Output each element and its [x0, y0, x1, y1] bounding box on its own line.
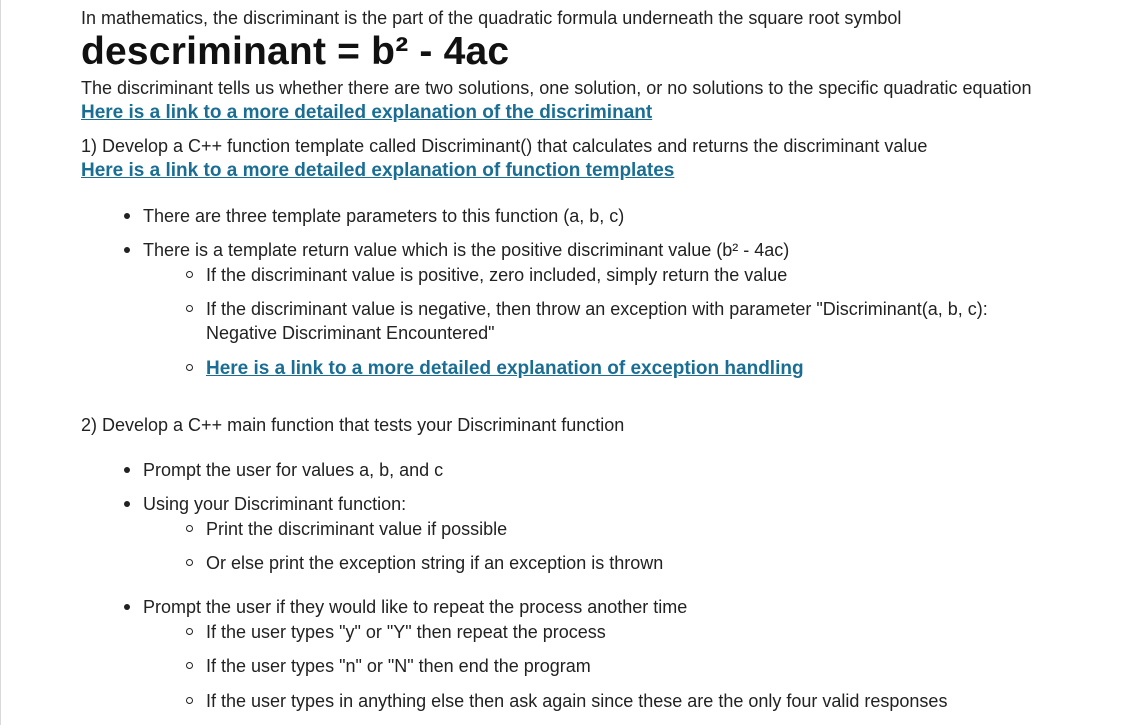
templates-link-row: [81, 159, 1131, 182]
sub-bullet-text: Or else print the exception string if an exception is thrown: [206, 553, 664, 573]
list-item: [81, 458, 1131, 482]
list-item: [81, 238, 1131, 262]
using-sub-list: [81, 551, 1131, 575]
bullet-text: Prompt the user if they would like to repeat the process another time: [143, 597, 688, 617]
list-item: [81, 492, 1131, 516]
step1-sub-list: [81, 297, 1041, 345]
bullet-text: Using your Discriminant function:: [143, 494, 407, 514]
step1-bullet-list: [81, 204, 1131, 228]
discriminant-meaning-text: The discriminant tells us whether there are two solutions, one solution, or no solutions to the specific quadratic equation: [81, 78, 1032, 98]
repeat-sub-list: [81, 654, 1131, 678]
sub-bullet-text: If the discriminant value is positive, zero included, simply return the value: [206, 265, 788, 285]
list-item: [81, 263, 1131, 287]
function-templates-link[interactable]: Here is a link to a more detailed explanation of function templates: [81, 160, 675, 181]
left-border: [0, 0, 1, 725]
step2-heading: 2) Develop a C++ main function that tests your Discriminant function: [81, 415, 625, 435]
list-item: [81, 551, 1131, 575]
sub-bullet-text: If the discriminant value is negative, then throw an exception with parameter "Discriminant(a, b, c): Negative Discriminant Encountered": [206, 299, 988, 343]
list-item: [81, 356, 1131, 381]
list-item: [81, 204, 1131, 228]
exception-handling-link[interactable]: Here is a link to a more detailed explanation of exception handling: [206, 358, 804, 379]
list-item: [81, 689, 1131, 713]
step2-bullet-list: [81, 492, 1131, 516]
sub-bullet-text: If the user types "n" or "N" then end the program: [206, 656, 591, 676]
repeat-sub-list: [81, 689, 1131, 713]
list-item: [81, 297, 1041, 345]
step1-return-bullet: [81, 238, 1131, 262]
formula-heading: descriminant = b² - 4ac: [81, 30, 510, 73]
step1-heading: 1) Develop a C++ function template called Discriminant() that calculates and returns the discriminant value: [81, 136, 928, 156]
step2-bullet-list: [81, 458, 1131, 482]
list-item: [81, 654, 1131, 678]
sub-bullet-text: Print the discriminant value if possible: [206, 519, 508, 539]
list-item: [81, 595, 1131, 619]
list-item: [81, 517, 1131, 541]
step1-sub-list: [81, 356, 1131, 381]
list-item: [81, 620, 1131, 644]
bullet-text: Prompt the user for values a, b, and c: [143, 460, 444, 480]
discriminant-explanation-link[interactable]: Here is a link to a more detailed explanation of the discriminant: [81, 102, 653, 123]
sub-bullet-text: If the user types "y" or "Y" then repeat the process: [206, 622, 606, 642]
step1-sub-list: [81, 263, 1131, 287]
bullet-text: There are three template parameters to this function (a, b, c): [143, 206, 625, 226]
step2-bullet-list: [81, 595, 1131, 619]
using-sub-list: [81, 517, 1131, 541]
discriminant-link-row: [81, 101, 1131, 124]
bullet-text: There is a template return value which is the positive discriminant value (b² - 4ac): [143, 240, 790, 260]
repeat-sub-list: [81, 620, 1131, 644]
sub-bullet-text: If the user types in anything else then ask again since these are the only four valid responses: [206, 691, 948, 711]
intro-text: In mathematics, the discriminant is the part of the quadratic formula underneath the square root symbol: [81, 8, 902, 28]
